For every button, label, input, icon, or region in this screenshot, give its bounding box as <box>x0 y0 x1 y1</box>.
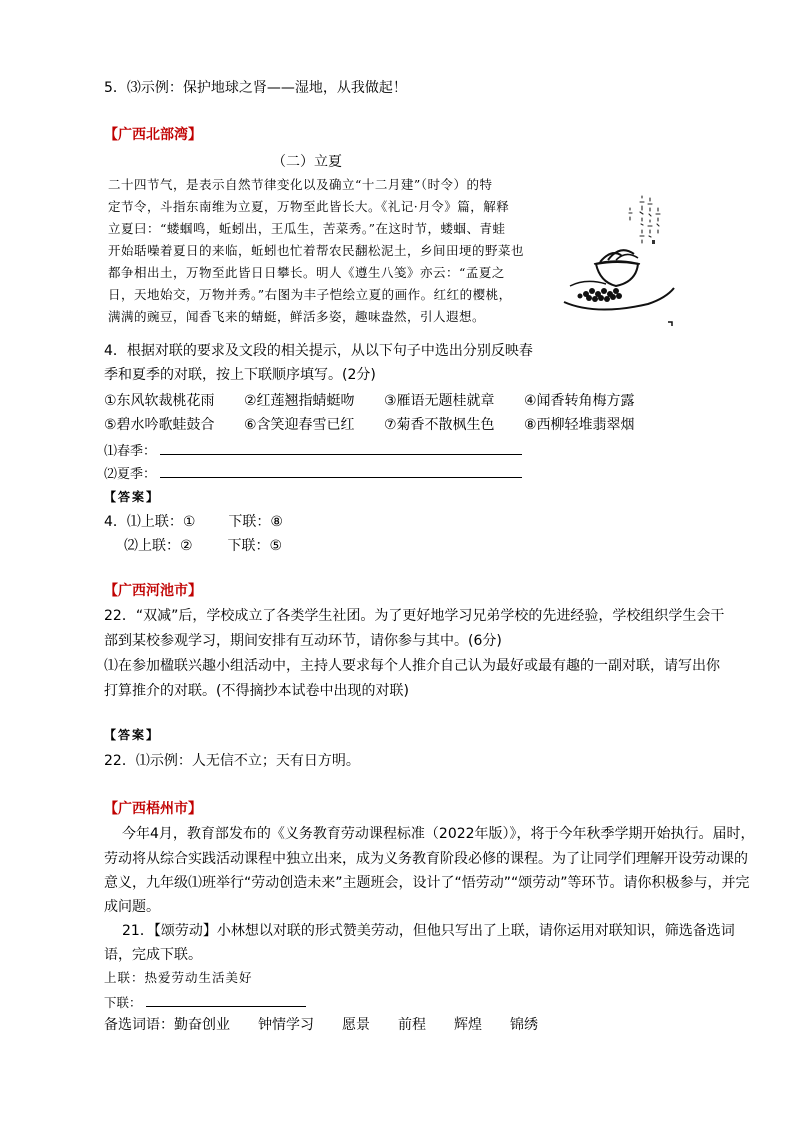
context-line3: 意义，九年级⑴班举行“劳动创造未来”主题班会，设计了“悟劳动”“颂劳动”等环节。请你积极参与，并完 <box>104 875 750 891</box>
answer-label: 【答案】 <box>104 490 161 504</box>
passage-line: 二十四节气，是表示自然节律变化以及确立“十二月建”（时令）的特 <box>108 177 493 192</box>
candidate-words <box>104 1014 538 1034</box>
region-label-hechi: 【广西河池市】 <box>104 583 202 599</box>
question-4-line1: 4．根据对联的要求及文段的相关提示，从以下句子中选出分别反映春 <box>104 343 533 359</box>
option-4: ④闻香转角梅方露 <box>524 393 635 409</box>
answer-4-1 <box>104 511 283 531</box>
context-line4: 成问题。 <box>104 899 160 915</box>
context-line2: 劳动将从综合实践活动课程中独立出来，成为义务教育阶段必修的课程。为了让同学们理解开设劳动课的 <box>104 851 748 867</box>
region-label-wuzhou: 【广西梧州市】 <box>104 801 202 817</box>
passage-line: 开始聒噪着夏日的来临，蚯蚓也忙着帮农民翻松泥土，乡间田埂的野菜也 <box>108 243 525 258</box>
passage-line: 定节令，斗指东南维为立夏，万物至此皆长大。《礼记·月令》篇，解释 <box>108 199 510 214</box>
passage-title: （二）立夏 <box>272 154 342 170</box>
question-22-line2: 部到某校参观学习，期间安排有互动环节，请你参与其中。(6分) <box>104 633 502 649</box>
lower-couplet-blank[interactable] <box>146 992 306 1007</box>
option-5: ⑤碧水吟歌蛙鼓合 <box>104 417 215 433</box>
option-2: ②红莲翘指蜻蜓吻 <box>244 393 355 409</box>
question-22-line1: 22．“双减”后，学校成立了各类学生社团。为了更好地学习兄弟学校的先进经验，学校组织学生会干 <box>104 608 725 624</box>
question-21-line1: 21．【颂劳动】小林想以对联的形式赞美劳动，但他只写出了上联，请你运用对联知识，筛选备选词 <box>122 923 735 939</box>
fill-summer <box>104 463 522 482</box>
region-label-beibuwan: 【广西北部湾】 <box>104 127 202 143</box>
seal-mark <box>652 240 655 244</box>
fill-spring <box>104 440 522 459</box>
option-8: ⑧西柳轻堆翡翠烟 <box>524 417 635 433</box>
item5-answer: 5．⑶示例：保护地球之肾——湿地，从我做起！ <box>104 80 407 96</box>
answer-4-2 <box>124 535 282 555</box>
question-4-line2: 季和夏季的对联，按上下联顺序填写。(2分) <box>104 367 376 383</box>
answer-label: 【答案】 <box>104 728 161 742</box>
question-21-line2: 语，完成下联。 <box>104 947 202 963</box>
passage-line: 日，天地始交，万物并秀。”右图为丰子恺绘立夏的画作。红红的樱桃， <box>108 287 512 302</box>
passage-line: 立夏曰：“蝼蝈鸣，蚯蚓出，王瓜生，苦菜秀。”在这时节，蝼蝈、青蛙 <box>108 221 506 236</box>
answer-4-1-upper: 4．⑴上联：① <box>104 514 196 530</box>
question-22-line4: 打算推介的对联。(不得摘抄本试卷中出现的对联) <box>104 683 409 699</box>
upper-couplet: 上联：热爱劳动生活美好 <box>104 970 253 985</box>
answer-4-2-upper: ⑵上联：② <box>124 538 193 554</box>
option-6: ⑥含笑迎春雪已红 <box>244 417 355 433</box>
lower-couplet-label: 下联： <box>104 995 142 1010</box>
fill-spring-blank[interactable] <box>160 440 522 455</box>
fengzikai-painting <box>556 178 682 338</box>
candidate-word: 锦绣 <box>510 1017 538 1033</box>
answer-4-1-lower: 下联：⑧ <box>228 514 283 530</box>
fill-summer-blank[interactable] <box>160 463 522 478</box>
answer-22: 22．⑴示例：人无信不立；天有日方明。 <box>104 753 360 769</box>
question-22-line3: ⑴在参加楹联兴趣小组活动中，主持人要求每个人推介自己认为最好或最有趣的一副对联，请写出你 <box>104 658 720 674</box>
candidate-word: 钟情学习 <box>258 1017 314 1033</box>
passage-line: 满满的豌豆，闻香飞来的蜻蜓，鲜活多姿，趣味盎然，引人遐想。 <box>108 309 486 324</box>
answer-4-2-lower: 下联：⑤ <box>227 538 283 554</box>
candidate-word: 勤奋创业 <box>174 1017 230 1033</box>
fill-spring-label: ⑴春季： <box>104 444 157 459</box>
candidate-word: 辉煌 <box>454 1017 482 1033</box>
candidate-words-label: 备选词语： <box>104 1017 174 1033</box>
candidate-word: 前程 <box>398 1017 426 1033</box>
option-7: ⑦菊香不散枫生色 <box>384 417 495 433</box>
fill-summer-label: ⑵夏季： <box>104 467 157 482</box>
option-3: ③雁语无题桂就章 <box>384 393 495 409</box>
option-1: ①东风软裁桃花雨 <box>104 393 215 409</box>
passage-line: 都争相出土，万物至此皆日日攀长。明人《遵生八笺》亦云：“孟夏之 <box>108 265 505 280</box>
candidate-word: 愿景 <box>342 1017 370 1033</box>
lower-couplet <box>104 992 306 1011</box>
context-line1: 今年4月，教育部发布的《义务教育劳动课程标准（2022年版）》，将于今年秋季学期开始执行。届时， <box>122 826 755 842</box>
